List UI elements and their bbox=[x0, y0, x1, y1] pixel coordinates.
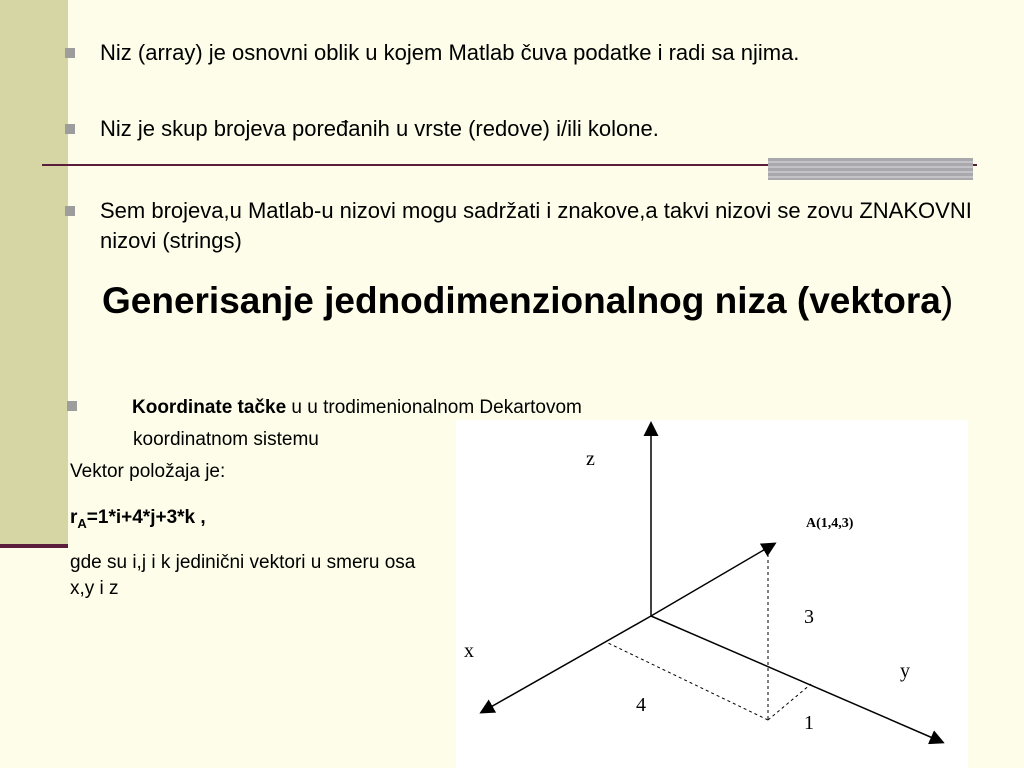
bullet-item bbox=[100, 114, 960, 144]
heading-text: Generisanje jednodimenzionalnog niza (vektora bbox=[102, 280, 941, 321]
x-axis-label: x bbox=[464, 640, 474, 662]
koordinate-rest: u u trodimenionalnom Dekartovom bbox=[286, 397, 582, 418]
square-bullet-icon bbox=[65, 124, 75, 134]
bullet-text: Niz je skup brojeva poređanih u vrste (redove) i/ili kolone. bbox=[100, 116, 659, 141]
koordinate-bold: Koordinate tačke bbox=[132, 397, 287, 418]
sidebar-band bbox=[0, 0, 68, 548]
bullet-item bbox=[100, 196, 980, 256]
coordinate-figure bbox=[456, 420, 968, 768]
point-label: A(1,4,3) bbox=[806, 516, 854, 531]
square-bullet-icon bbox=[65, 48, 75, 58]
vektor-intro: Vektor položaja je: bbox=[70, 461, 226, 482]
axes-diagram bbox=[456, 420, 968, 768]
y-distance-label: 4 bbox=[636, 694, 646, 716]
bullet-text: Niz (array) je osnovni oblik u kojem Matlab čuva podatke i radi sa njima. bbox=[100, 40, 800, 65]
divider-accent-block bbox=[768, 158, 973, 180]
x-axis bbox=[482, 616, 651, 712]
square-bullet-icon bbox=[67, 401, 77, 411]
projection-y bbox=[606, 642, 768, 720]
formula-rest: =1*i+4*j+3*k , bbox=[86, 507, 206, 528]
heading-paren: ) bbox=[940, 280, 954, 321]
bullet-item bbox=[100, 38, 960, 68]
position-vector bbox=[651, 544, 774, 616]
height-label: 3 bbox=[804, 606, 814, 628]
y-axis-label: y bbox=[900, 660, 910, 682]
formula-r: r bbox=[70, 507, 78, 528]
x-distance-label: 1 bbox=[804, 712, 814, 734]
formula-subscript: A bbox=[77, 515, 87, 531]
koordinate-line-2: koordinatnom sistemu bbox=[133, 429, 319, 450]
vektor-formula bbox=[70, 505, 206, 537]
sidebar-rule bbox=[0, 544, 68, 548]
z-axis-label: z bbox=[586, 448, 595, 470]
bullet-text: Sem brojeva,u Matlab-u nizovi mogu sadržati i znakove,a takvi nizovi se zovu ZNAKOVNI nizovi (strings) bbox=[100, 198, 972, 253]
square-bullet-icon bbox=[65, 206, 75, 216]
vektor-description: gde su i,j i k jedinični vektori u smeru osa x,y i z bbox=[70, 552, 416, 599]
y-axis bbox=[651, 616, 942, 742]
section-heading bbox=[102, 276, 982, 326]
